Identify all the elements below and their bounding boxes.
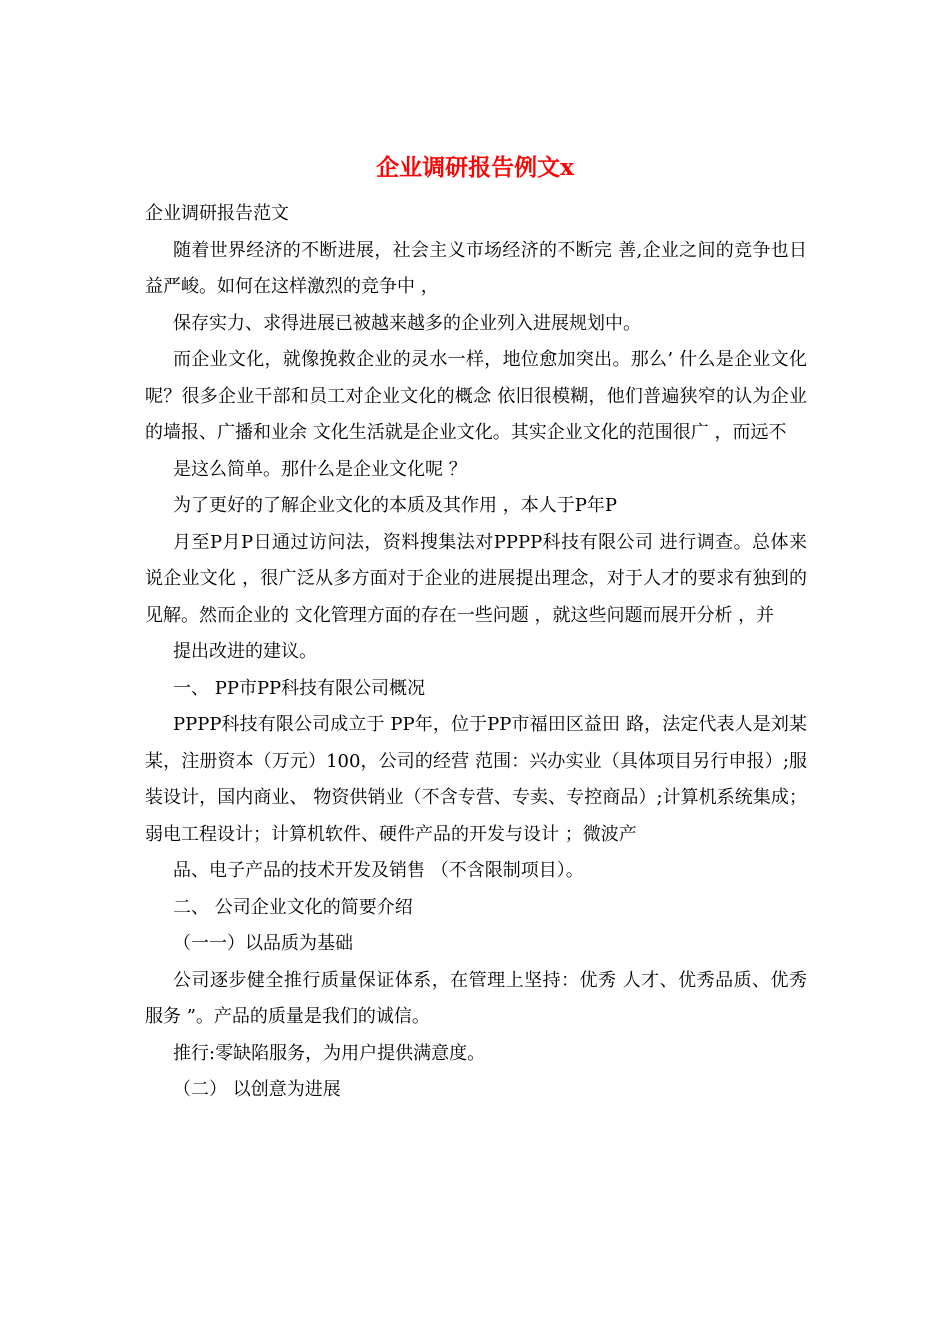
- body-paragraph: 公司逐步健全推行质量保证体系，在管理上坚持：优秀 人才、优秀品质、优秀服务 ”。产品的质量是我们的诚信。: [145, 969, 807, 1027]
- document-body: [145, 196, 807, 1109]
- body-paragraph: 为了更好的了解企业文化的本质及其作用 ，本人于P年P: [173, 495, 617, 516]
- subsection-heading: （二） 以创意为进展: [173, 1079, 341, 1100]
- body-paragraph: 月至P月P日通过访问法，资料搜集法对PPPP科技有限公司 进行调查。总体来说企业文化 ，很广泛从多方面对于企业的进展提出理念，对于人才的要求有独到的见解。然而企业的 文化管理方面的存在一些问题 ，就这些问题而展开分析 ，并: [145, 531, 807, 626]
- body-paragraph: 品、电子产品的技术开发及销售 （不含限制项目）。: [173, 860, 584, 881]
- body-paragraph: 提出改进的建议。: [173, 641, 317, 662]
- subtitle-paragraph: 企业调研报告范文: [145, 203, 289, 224]
- body-paragraph: 是这么简单。那什么是企业文化呢 ？: [173, 458, 467, 480]
- body-paragraph: PPPP科技有限公司成立于 PP年，位于PP市福田区益田 路，法定代表人是刘某某，注册资本（万元）100，公司的经营 范围：兴办实业（具体项目另行申报）;服装设计，国内商业、 物资供销业（不含专营、专卖、专控商品）;计算机系统集成； 弱电工程设计；计算机软件、硬件产品的开发与设计 ；微波产: [145, 714, 807, 845]
- body-paragraph: 而企业文化，就像挽救企业的灵水一样，地位愈加突出。那么’ 什么是企业文化呢？很多企业干部和员工对企业文化的概念 依旧很模糊，他们普遍狭窄的认为企业的墙报、广播和业余 文化生活就是企业文化。其实企业文化的范围很广 ，而远不: [145, 349, 807, 443]
- subsection-heading: （一一）以品质为基础: [173, 933, 353, 954]
- document-title: 企业调研报告例文x: [376, 154, 574, 181]
- body-paragraph: 推行:零缺陷服务，为用户提供满意度。: [173, 1042, 486, 1064]
- body-paragraph: 随着世界经济的不断进展，社会主义市场经济的不断完 善,企业之间的竞争也日益严峻。如何在这样激烈的竞争中 ，: [145, 239, 807, 297]
- section-heading: 一、 PP市PP科技有限公司概况: [173, 677, 426, 699]
- section-heading: 二、 公司企业文化的简要介绍: [173, 896, 413, 918]
- body-paragraph: 保存实力、求得进展已被越来越多的企业列入进展规划中。: [173, 312, 641, 334]
